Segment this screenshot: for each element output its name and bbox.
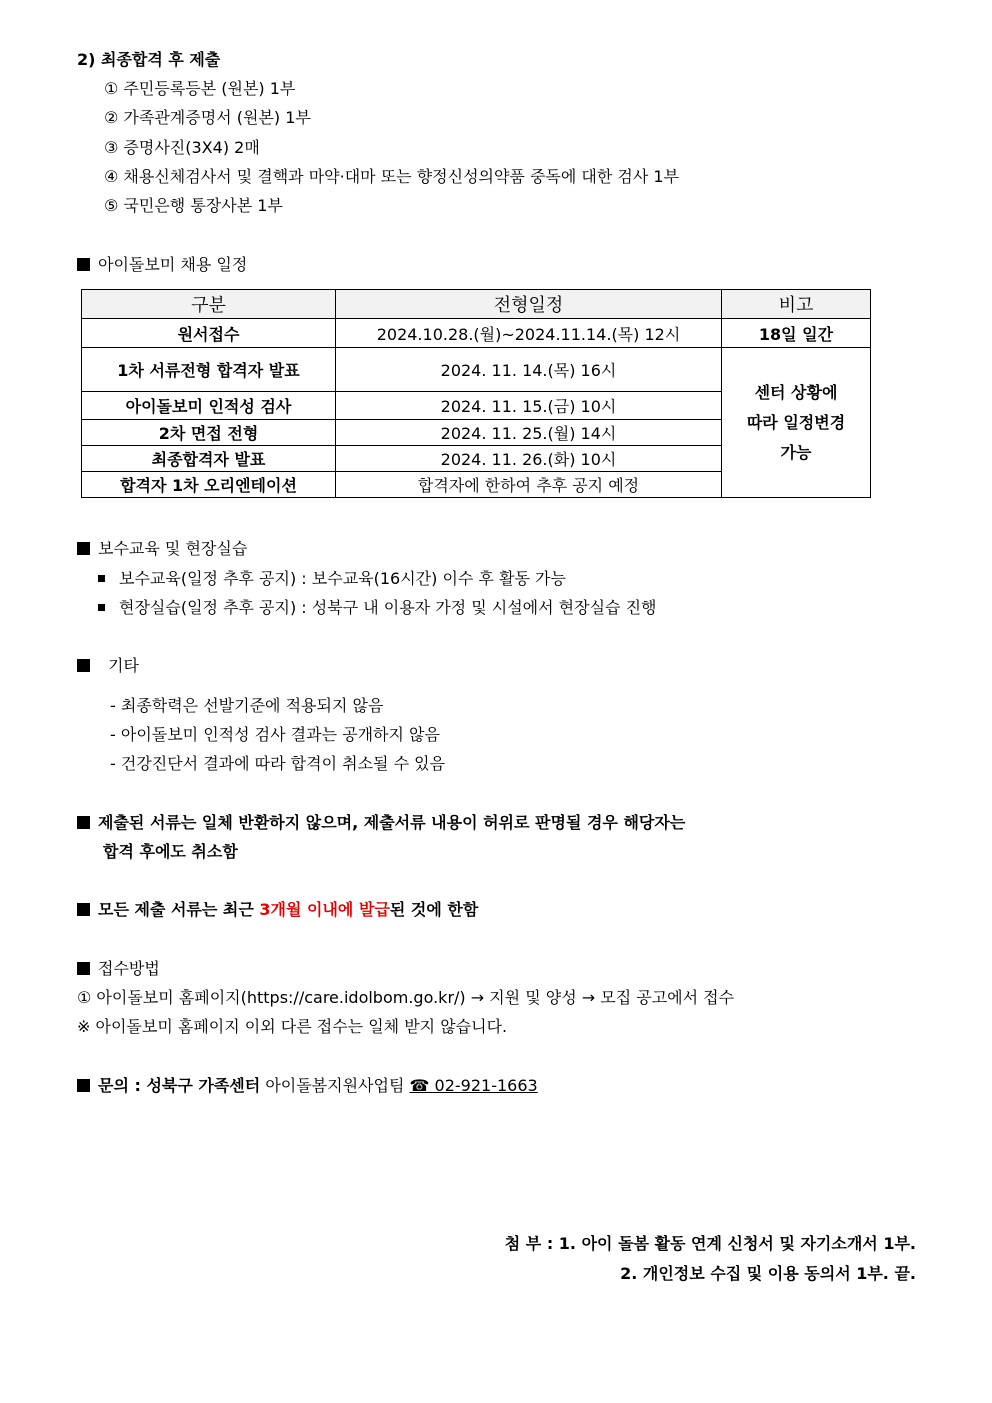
contact-line [77,1075,538,1097]
list-item: - 아이돌보미 인적성 검사 결과는 공개하지 않음 [110,725,440,744]
heading-text: 보수교육 및 현장실습 [98,539,248,558]
schedule-table [81,289,871,498]
square-bullet-icon [77,659,90,672]
list-item: ② 가족관계증명서 (원본) 1부 [104,108,311,127]
heading-text: 접수방법 [98,959,160,978]
square-bullet-icon [77,542,90,555]
small-square-bullet-icon [98,575,105,582]
date-cell: 2024. 11. 25.(월) 14시 [336,420,722,446]
date-cell: 2024. 11. 26.(화) 10시 [336,446,722,472]
notice-returns-cont: 합격 후에도 취소함 [103,842,238,861]
table-header-row [82,290,871,319]
date-cell: 2024.10.28.(월)~2024.11.14.(목) 12시 [336,319,722,348]
table-row [82,319,871,348]
apply-heading [77,958,160,980]
header-cell: 전형일정 [336,290,722,319]
list-item: ④ 채용신체검사서 및 결핵과 마약·대마 또는 향정신성의약품 중독에 대한 검사 1부 [104,167,680,186]
stage-cell: 합격자 1차 오리엔테이션 [82,472,336,498]
notice-text: 된 것에 한함 [389,900,479,919]
training-heading [77,538,247,560]
list-item: - 최종학력은 선발기준에 적용되지 않음 [110,696,384,715]
square-bullet-icon [77,903,90,916]
merged-note-cell [722,348,871,498]
list-item: ⑤ 국민은행 통장사본 1부 [104,196,283,215]
list-item: ③ 증명사진(3X4) 2매 [104,138,260,157]
apply-method: ① 아이돌보미 홈페이지(https://care.idolbom.go.kr/) → 지원 및 양성 → 모집 공고에서 접수 [77,988,735,1007]
notice-issue-date [77,899,478,921]
notice-returns [77,812,685,834]
list-item [98,568,566,590]
note-cell: 18일 일간 [722,319,871,348]
date-cell: 2024. 11. 15.(금) 10시 [336,392,722,420]
etc-heading [77,655,139,677]
schedule-heading [77,254,247,276]
date-cell: 합격자에 한하여 추후 공지 예정 [336,472,722,498]
stage-cell: 아이돌보미 인적성 검사 [82,392,336,420]
item-text: 현장실습(일정 추후 공지) : 성북구 내 이용자 가정 및 시설에서 현장실습 진행 [119,598,657,617]
date-cell: 2024. 11. 14.(목) 16시 [336,348,722,392]
square-bullet-icon [77,962,90,975]
table-row [82,348,871,392]
square-bullet-icon [77,1079,90,1092]
list-item: - 건강진단서 결과에 따라 합격이 취소될 수 있음 [110,754,446,773]
header-cell: 구분 [82,290,336,319]
square-bullet-icon [77,258,90,271]
note-line: 따라 일정변경 [746,412,846,432]
stage-cell: 2차 면접 전형 [82,420,336,446]
list-item: ① 주민등록등본 (원본) 1부 [104,79,296,98]
item-text: 보수교육(일정 추후 공지) : 보수교육(16시간) 이수 후 활동 가능 [119,569,566,588]
heading-text: 기타 [108,656,139,675]
stage-cell: 1차 서류전형 합격자 발표 [82,348,336,392]
notice-text: 제출된 서류는 일체 반환하지 않으며, 제출서류 내용이 허위로 판명될 경우 해당자는 [98,813,686,832]
note-line: 센터 상황에 [754,382,838,402]
final-submit-title: 2) 최종합격 후 제출 [77,50,221,69]
contact-label: 문의 : 성북구 가족센터 [98,1076,261,1095]
square-bullet-icon [77,816,90,829]
note-line: 가능 [780,442,812,462]
highlight-text: 3개월 이내에 발급 [259,900,390,919]
stage-cell: 최종합격자 발표 [82,446,336,472]
contact-phone: ☎ 02-921-1663 [409,1076,538,1095]
apply-note: ※ 아이돌보미 홈페이지 이외 다른 접수는 일체 받지 않습니다. [77,1017,508,1036]
attachment-line-2: 2. 개인정보 수집 및 이용 동의서 1부. 끝. [620,1264,916,1283]
attachment-line-1: 첨 부 : 1. 아이 돌봄 활동 연계 신청서 및 자기소개서 1부. [504,1234,916,1253]
heading-text: 아이돌보미 채용 일정 [98,255,248,274]
list-item [98,597,657,619]
contact-team: 아이돌봄지원사업팀 [265,1076,405,1095]
header-cell: 비고 [722,290,871,319]
small-square-bullet-icon [98,604,105,611]
stage-cell: 원서접수 [82,319,336,348]
notice-text: 모든 제출 서류는 최근 [98,900,260,919]
